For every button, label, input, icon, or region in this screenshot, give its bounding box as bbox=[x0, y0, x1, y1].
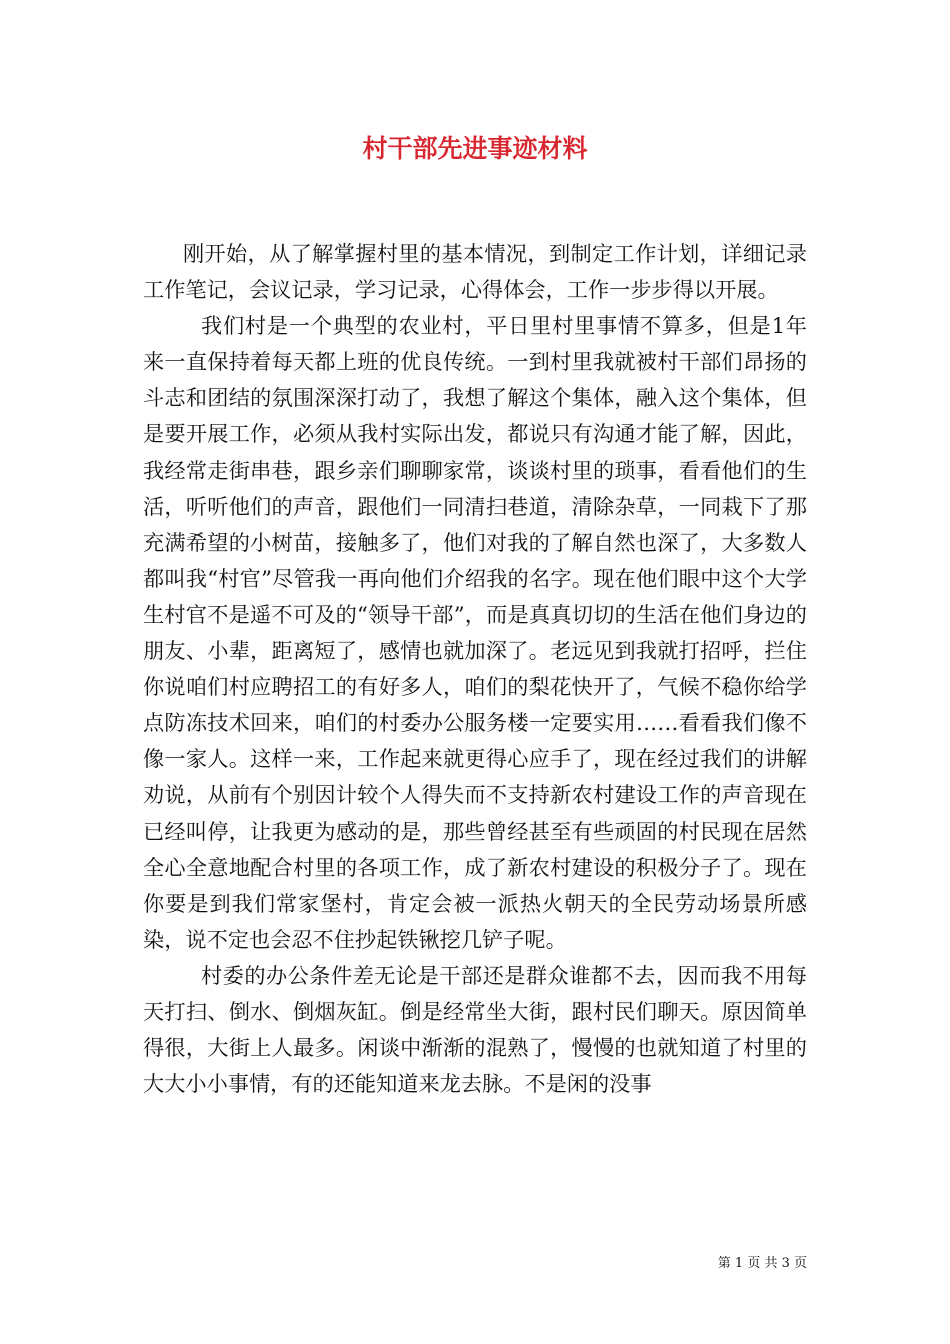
page-number: 第 1 页 共 3 页 bbox=[717, 1256, 807, 1271]
paragraph-2: 我们村是一个典型的农业村，平日里村里事情不算多，但是1年来一直保持着每天都上班的优良传统。一到村里我就被村干部们昂扬的斗志和团结的氛围深深打动了，我想了解这个集体，融入这个集体，但是要开展工作，必须从我村实际出发，都说只有沟通才能了解，因此，我经常走街串巷，跟乡亲们聊聊家常，谈谈村里的琐事，看看他们的生活，听听他们的声音，跟他们一同清扫巷道，清除杂草，一同栽下了那充满希望的小树苗，接触多了，他们对我的了解自然也深了，大多数人都叫我“村官”尽管我一再向他们介绍我的名字。现在他们眼中这个大学生村官不是遥不可及的“领导干部”，而是真真切切的生活在他们身边的朋友、小辈，距离短了，感情也就加深了。老远见到我就打招呼，拦住你说咱们村应聘招工的有好多人，咱们的梨花快开了，气候不稳你给学点防冻技术回来，咱们的村委办公服务楼一定要实用……看看我们像不像一家人。这样一来，工作起来就更得心应手了，现在经过我们的讲解劝说，从前有个别因计较个人得失而不支持新农村建设工作的声音现在已经叫停，让我更为感动的是，那些曾经甚至有些顽固的村民现在居然全心全意地配合村里的各项工作，成了新农村建设的积极分子了。现在你要是到我们常家堡村，肯定会被一派热火朝天的全民劳动场景所感染，说不定也会忍不住抄起铁锹挖几铲子呢。 bbox=[143, 313, 807, 952]
document-title: 村干部先进事迹材料 bbox=[362, 134, 588, 163]
paragraph-3: 村委的办公条件差无论是干部还是群众谁都不去，因而我不用每天打扫、倒水、倒烟灰缸。倒是经常坐大街，跟村民们聊天。原因简单得很，大街上人最多。闲谈中渐渐的混熟了，慢慢的也就知道了村里的大大小小事情，有的还能知道来龙去脉。不是闲的没事 bbox=[143, 962, 807, 1097]
document-body bbox=[143, 236, 807, 1102]
paragraph-1: 刚开始，从了解掌握村里的基本情况，到制定工作计划，详细记录工作笔记，会议记录，学习记录，心得体会，工作一步步得以开展。 bbox=[143, 241, 807, 303]
